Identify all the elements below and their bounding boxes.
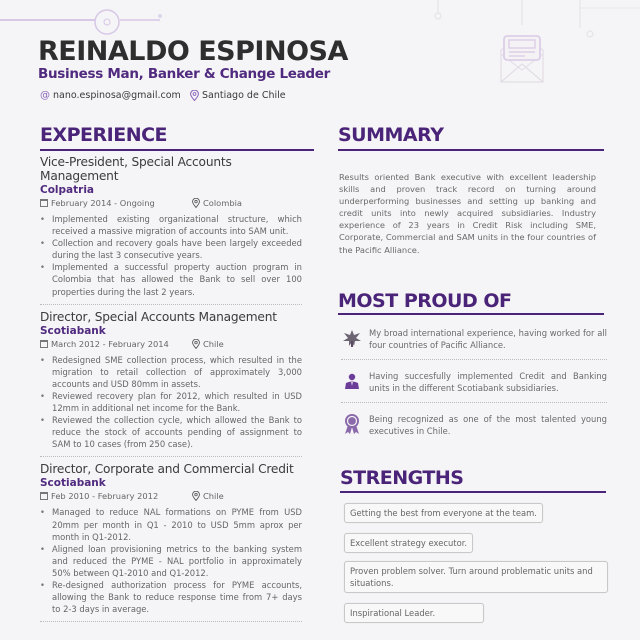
job-place: Colombia <box>203 198 242 208</box>
strengths-heading: STRENGTHS <box>340 467 464 489</box>
award-ribbon-icon <box>341 413 363 435</box>
experience-list <box>40 155 302 627</box>
proud-item <box>341 369 607 403</box>
job-bullet: • Reviewed recovery plan for 2012, which resulted in USD 12mm in additional net income for the Bank. <box>40 390 302 414</box>
job-place: Chile <box>203 491 224 502</box>
job-place: Chile <box>203 338 224 349</box>
job-date: Feb 2010 - February 2012 <box>51 491 159 502</box>
location-pin-icon <box>192 491 200 501</box>
job-company: Scotiabank <box>40 477 106 490</box>
strengths-rule <box>340 491 606 493</box>
calendar-icon <box>40 340 48 348</box>
job-title: Vice-President, Special Accounts Management <box>40 155 232 183</box>
experience-rule <box>40 149 314 151</box>
job-title: Director, Special Accounts Management <box>40 309 277 324</box>
summary-text: Results oriented Bank executive with excellent leadership skills and proven track record on turning around underperforming businesses and setting up banking and credit units into newly acquired subsidiaries. Industry experience of 23 years in Credit Risk including SME, Corporate, Commercial and SAM units in the four countries of the Pacific Alliance. <box>339 172 596 255</box>
job-bullet: • Re-designed authorization process for PYME accounts, allowing the Bank to reduce response time from 7+ days to 2-3 days in average. <box>40 579 302 615</box>
job-bullet: • Collection and recovery goals have been largely exceeded during the last 3 consecutive years. <box>40 237 302 261</box>
businessman-icon <box>341 370 363 392</box>
email-contact[interactable] <box>40 90 181 101</box>
job-entry <box>40 462 302 622</box>
at-sign-icon: @ <box>40 90 50 101</box>
email-text[interactable]: nano.espinosa@gmail.com <box>53 90 181 101</box>
proud-item <box>341 412 607 445</box>
proud-rule <box>338 313 604 315</box>
job-bullet: • Reviewed the collection cycle, which allowed the Bank to reduce the stock of accounts pending of assignment to SAM to 10 cases (from 250 case). <box>40 414 302 450</box>
strength-chip: Proven problem solver. Turn around problematic units and situations. <box>344 561 608 593</box>
proud-text: Being recognized as one of the most talented young executives in Chile. <box>369 414 607 437</box>
location-pin-icon <box>192 198 200 208</box>
location-pin-icon <box>192 339 200 349</box>
job-bullet: • Implemented existing organizational structure, which received a massive migration of accounts into SAM unit. <box>40 213 302 237</box>
location-pin-icon <box>190 90 199 101</box>
candidate-name: REINALDO ESPINOSA <box>38 36 348 67</box>
summary-heading: SUMMARY <box>338 124 444 146</box>
job-bullet: • Aligned loan provisioning metrics to the banking system and reduced the PYME - NAL portfolio in approximately 50% between Q1-2010 and Q1-2012. <box>40 543 302 579</box>
candidate-tagline: Business Man, Banker & Change Leader <box>38 66 331 82</box>
location-text: Santiago de Chile <box>202 90 286 101</box>
job-company: Colpatria <box>40 184 95 196</box>
experience-heading: EXPERIENCE <box>40 124 168 146</box>
proud-text: Having succesfully implemented Credit and Banking units in the different Scotiabank subsidiaries. <box>369 371 607 394</box>
job-bullet: • Redesigned SME collection process, which resulted in the migration to retail collection of approximately 3,000 accounts and USD 80mm in assets. <box>40 354 302 390</box>
job-entry <box>40 155 302 305</box>
calendar-icon <box>40 492 48 500</box>
proud-text: My broad international experience, having worked for all four countries of Pacific Alliance. <box>369 328 607 351</box>
proud-list <box>341 326 607 455</box>
globe-tree-icon <box>341 327 363 349</box>
job-date: March 2012 - February 2014 <box>51 338 169 349</box>
job-bullet: • Managed to reduce NAL formations on PYME from USD 20mm per month in Q1 - 2010 to USD 5mm aprox per month in Q1-2012. <box>40 506 302 542</box>
job-company: Scotiabank <box>40 324 106 337</box>
strengths-list <box>344 501 608 631</box>
envelope-icon <box>499 30 545 84</box>
job-date: February 2014 - Ongoing <box>51 198 155 208</box>
proud-item <box>341 326 607 360</box>
strength-chip: Excellent strategy executor. <box>344 533 473 553</box>
job-title: Director, Corporate and Commercial Credit <box>40 462 294 477</box>
strength-chip: Getting the best from everyone at the team. <box>344 503 543 523</box>
calendar-icon <box>40 199 48 207</box>
job-entry <box>40 310 302 458</box>
location-contact <box>190 90 286 101</box>
strength-chip: Inspirational Leader. <box>344 603 484 623</box>
summary-rule <box>338 149 604 151</box>
job-bullet: • Implemented a successful property auction program in Colombia that has allowed the Bank to sell over 100 properties during the last 2 years. <box>40 261 302 297</box>
proud-heading: MOST PROUD OF <box>338 290 512 312</box>
